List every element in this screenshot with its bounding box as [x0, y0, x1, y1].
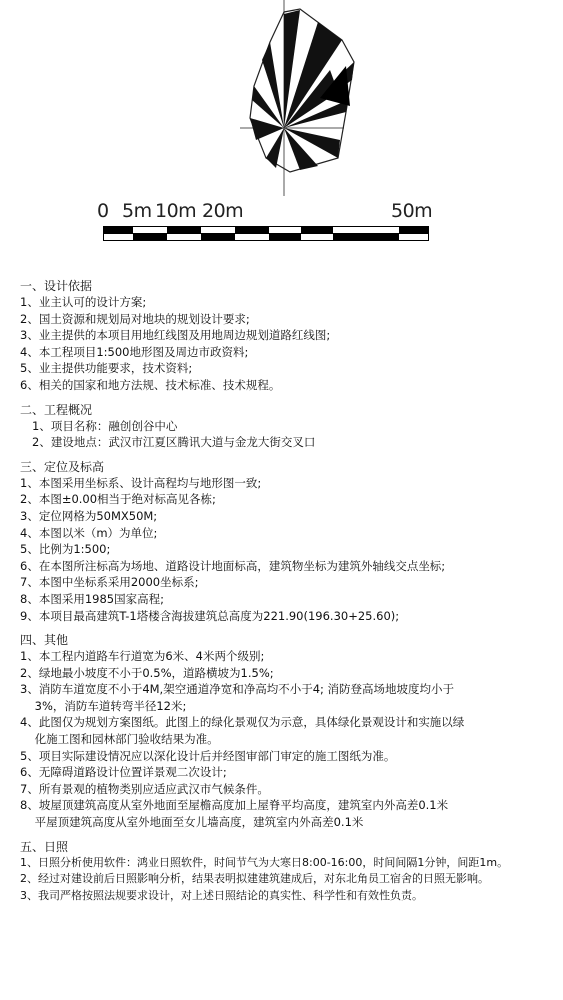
note-item: 7、本图中坐标系采用2000坐标系; — [20, 575, 199, 590]
scale-label-10m: 10m — [155, 200, 197, 222]
note-item: 1、日照分析使用软件：鸿业日照软件，时间节气为大寒日8:00-16:00，时间间隔1分钟，间距1m。 — [20, 855, 509, 869]
note-item: 5、项目实际建设情况应以深化设计后并经图审部门审定的施工图纸为准。 — [20, 748, 396, 763]
note-item: 平屋顶建筑高度从室外地面至女儿墙高度，建筑室内外高差0.1米 — [20, 815, 364, 830]
note-item: 1、项目名称：融创创谷中心 — [32, 418, 178, 433]
scale-bar — [95, 200, 440, 250]
note-item: 4、本图以米（m）为单位; — [20, 525, 158, 540]
scale-label-50m: 50m — [391, 200, 433, 222]
section-title: 二、工程概况 — [20, 402, 93, 417]
note-item: 3、定位网格为50MX50M; — [20, 508, 158, 523]
note-item: 8、本图采用1985国家高程; — [20, 591, 164, 606]
compass-rose — [240, 0, 360, 200]
note-item: 3%，消防车道转弯半径12米; — [20, 698, 187, 713]
note-item: 2、经过对建设前后日照影响分析，结果表明拟建建筑建成后，对东北角员工宿舍的日照无影响。 — [20, 872, 489, 886]
note-item: 3、我司严格按照法规要求设计，对上述日照结论的真实性、科学性和有效性负责。 — [20, 888, 423, 902]
section-title: 一、设计依据 — [20, 279, 93, 293]
note-item: 6、无障碍道路设计位置详景观二次设计; — [20, 765, 227, 780]
note-item: 1、本图采用坐标系、设计高程均与地形图一致; — [20, 475, 262, 490]
note-item: 5、比例为1:500; — [20, 542, 111, 557]
section-title: 四、其他 — [20, 633, 69, 648]
note-item: 2、绿地最小坡度不小于0.5%，道路横坡为1.5%; — [20, 665, 274, 680]
note-item: 3、业主提供的本项目用地红线图及用地周边规划道路红线图; — [20, 328, 331, 343]
scale-label-20m: 20m — [202, 200, 244, 222]
note-item: 化施工图和园林部门验收结果为准。 — [20, 732, 219, 747]
note-item: 7、所有景观的植物类别应适应武汉市气候条件。 — [20, 781, 269, 796]
scale-label-5m: 5m — [122, 200, 152, 222]
note-item: 5、业主提供功能要求，技术资料; — [20, 361, 193, 376]
note-item: 2、国土资源和规划局对地块的规划设计要求; — [20, 311, 250, 326]
note-item: 2、本图±0.00相当于绝对标高见各栋; — [20, 492, 216, 507]
section-title: 三、定位及标高 — [20, 459, 105, 474]
scale-label-0: 0 — [97, 200, 109, 222]
note-item: 6、相关的国家和地方法规、技术标准、技术规程。 — [20, 377, 281, 392]
note-item: 4、此图仅为规划方案图纸。此图上的绿化景观仅为示意，具体绿化景观设计和实施以绿 — [20, 715, 465, 730]
note-item: 4、本工程项目1:500地形图及周边市政资料; — [20, 344, 249, 359]
design-notes — [20, 278, 555, 904]
note-item: 6、在本图所注标高为场地、道路设计地面标高，建筑物坐标为建筑外轴线交点坐标; — [20, 558, 446, 573]
note-item: 2、建设地点：武汉市江夏区腾讯大道与金龙大街交叉口 — [32, 435, 316, 450]
note-item: 1、业主认可的设计方案; — [20, 295, 147, 309]
note-item: 1、本工程内道路车行道宽为6米、4米两个级别; — [20, 649, 265, 664]
section-title: 五、日照 — [20, 839, 69, 854]
note-item: 3、消防车道宽度不小于4M,架空通道净宽和净高均不小于4; 消防登高场地坡度均小于 — [20, 682, 455, 697]
note-item: 8、坡屋顶建筑高度从室外地面至屋檐高度加上屋脊平均高度，建筑室内外高差0.1米 — [20, 798, 449, 813]
note-item: 9、本项目最高建筑T-1塔楼含海拔建筑总高度为221.90(196.30+25.60); — [20, 608, 400, 623]
scale-bar-graphic — [103, 226, 433, 242]
